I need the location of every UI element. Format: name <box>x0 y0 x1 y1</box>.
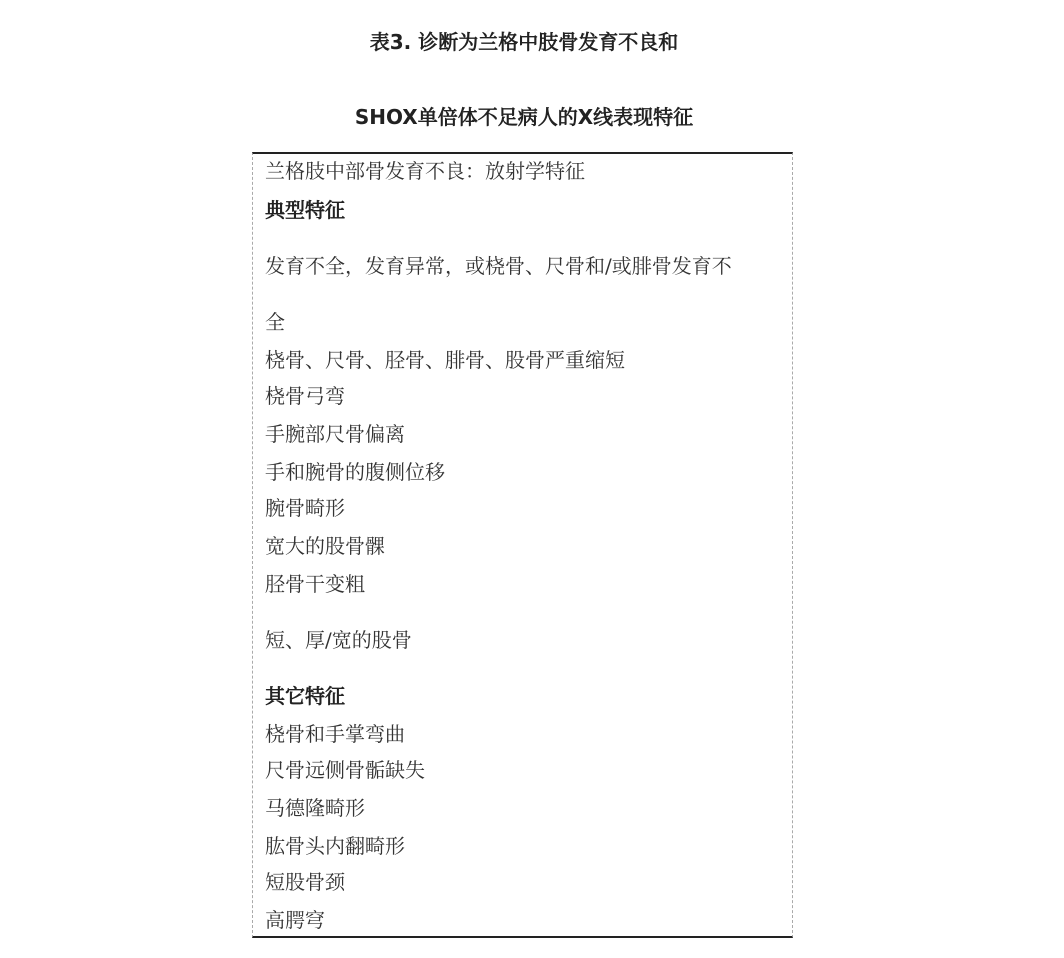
typical-feature-item: 桡骨弓弯 <box>265 384 345 408</box>
typical-feature-item: 宽大的股骨髁 <box>265 534 385 558</box>
typical-feature-item: 手和腕骨的腹侧位移 <box>265 460 445 484</box>
typical-feature-item: 胫骨干变粗 <box>265 572 365 596</box>
typical-feature-item: 腕骨畸形 <box>265 496 345 520</box>
other-feature-item: 桡骨和手掌弯曲 <box>265 722 405 746</box>
other-feature-item: 马德隆畸形 <box>265 796 365 820</box>
other-feature-item: 肱骨头内翻畸形 <box>265 834 405 858</box>
other-features-heading: 其它特征 <box>265 684 345 708</box>
features-table <box>252 152 793 938</box>
table-title-line-2: SHOX单倍体不足病人的X线表现特征 <box>354 105 694 129</box>
typical-feature-item: 短、厚/宽的股骨 <box>265 628 412 652</box>
other-feature-item: 尺骨远侧骨骺缺失 <box>265 758 425 782</box>
typical-feature-item: 手腕部尺骨偏离 <box>265 422 405 446</box>
typical-feature-item: 全 <box>265 310 285 334</box>
table-header: 兰格肢中部骨发育不良：放射学特征 <box>265 159 585 183</box>
other-feature-item: 高腭穹 <box>265 908 325 932</box>
typical-features-heading: 典型特征 <box>265 198 345 222</box>
typical-feature-item: 桡骨、尺骨、胫骨、腓骨、股骨严重缩短 <box>265 348 625 372</box>
other-feature-item: 短股骨颈 <box>265 870 345 894</box>
table-title-line-1: 表3. 诊断为兰格中肢骨发育不良和 <box>369 30 679 54</box>
typical-feature-item: 发育不全，发育异常，或桡骨、尺骨和/或腓骨发育不 <box>265 254 732 278</box>
